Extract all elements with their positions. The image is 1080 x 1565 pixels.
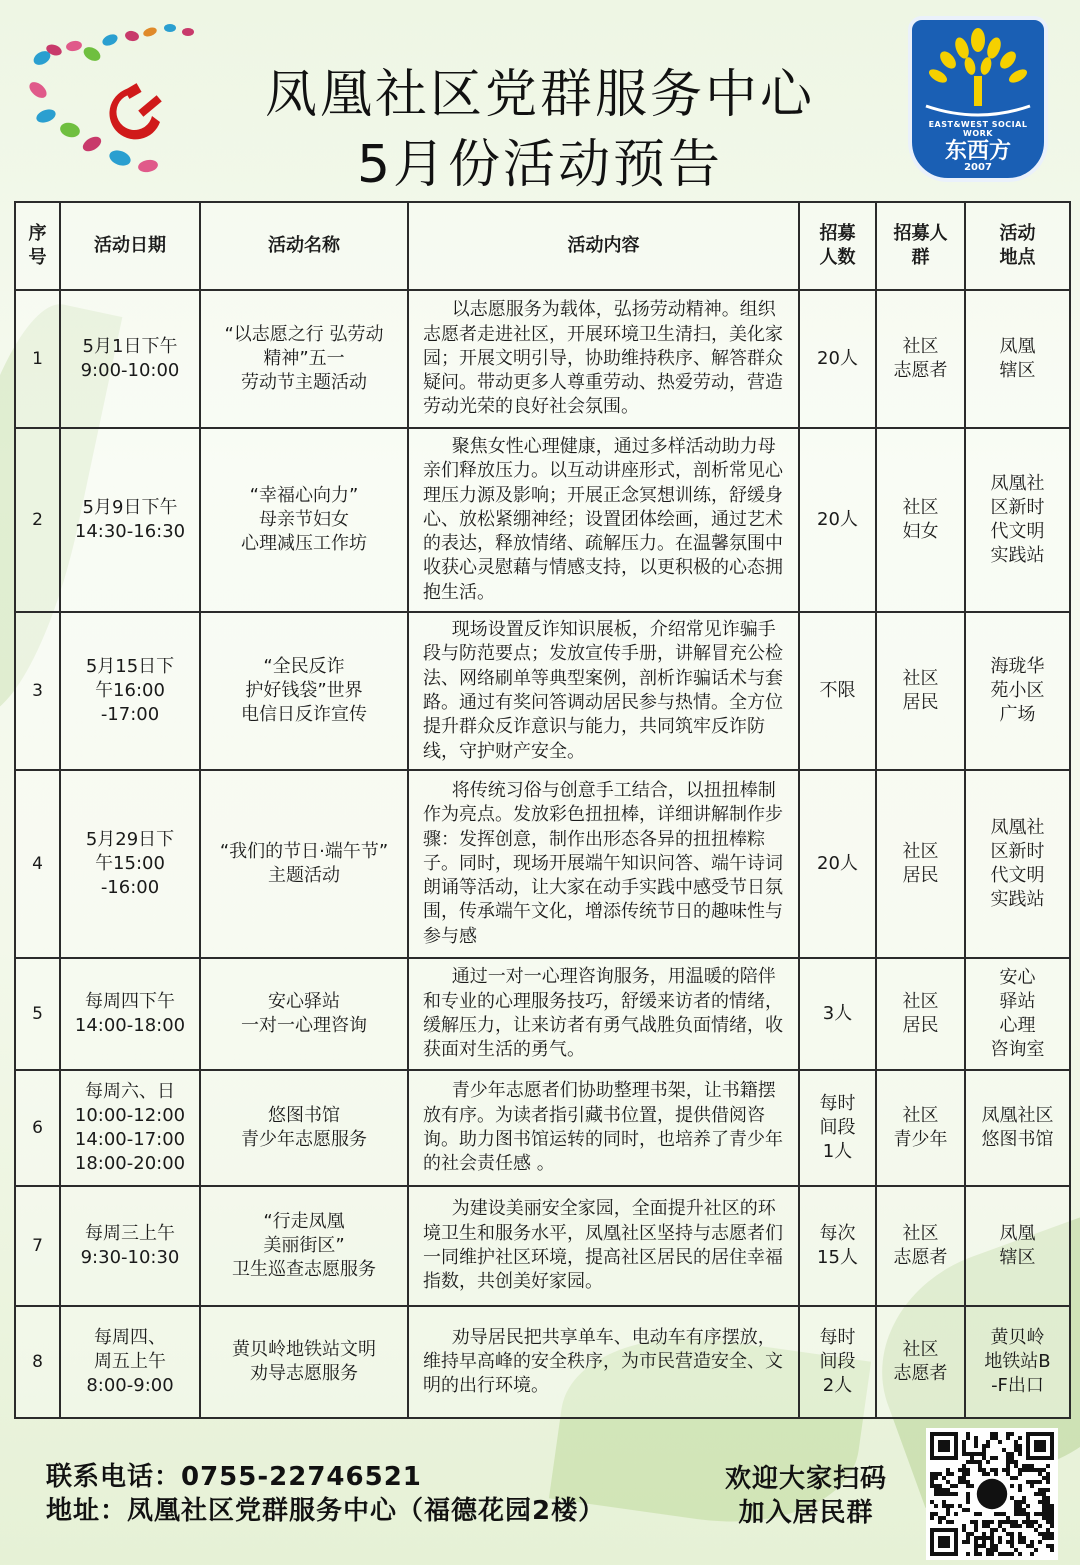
- header-content: 活动内容: [408, 202, 799, 290]
- row-no: 4: [15, 770, 60, 958]
- row-content: 青少年志愿者们协助整理书架，让书籍摆放有序。为读者指引藏书位置，提供借阅咨询。助力图书馆运转的同时，也培养了青少年的社会责任感 。: [408, 1070, 799, 1186]
- logo-year-text: 2007: [964, 162, 992, 173]
- header-name: 活动名称: [200, 202, 408, 290]
- table-row: [15, 1070, 1070, 1186]
- row-date: 每周六、日 10:00-12:00 14:00-17:00 18:00-20:00: [60, 1070, 200, 1186]
- row-count: 20人: [799, 770, 876, 958]
- row-crowd: 社区 志愿者: [876, 1186, 965, 1306]
- row-content: 劝导居民把共享单车、电动车有序摆放，维持早高峰的安全秩序，为市民营造安全、文明的出行环境。: [408, 1306, 799, 1418]
- table-row: [15, 290, 1070, 428]
- row-content: 为建设美丽安全家园，全面提升社区的环境卫生和服务水平，凤凰社区坚持与志愿者们一同维护社区环境，提高社区居民的居住幸福指数，共创美好家园。: [408, 1186, 799, 1306]
- row-date: 每周三上午 9:30-10:30: [60, 1186, 200, 1306]
- row-date: 5月1日下午 9:00-10:00: [60, 290, 200, 428]
- row-content: 通过一对一心理咨询服务，用温暖的陪伴和专业的心理服务技巧，舒缓来访者的情绪，缓解压力，让来访者有勇气战胜负面情绪，收获面对生活的勇气。: [408, 958, 799, 1070]
- table-row: [15, 428, 1070, 612]
- party-emblem-butterflies-decoration: [10, 10, 220, 180]
- row-crowd: 社区 居民: [876, 770, 965, 958]
- row-no: 5: [15, 958, 60, 1070]
- table-row: [15, 1186, 1070, 1306]
- row-crowd: 社区 志愿者: [876, 1306, 965, 1418]
- header-crowd-label: 招募人群: [893, 223, 948, 268]
- row-place: 安心 驿站 心理 咨询室: [965, 958, 1070, 1070]
- contact-address: 地址：凤凰社区党群服务中心（福德花园2楼）: [46, 1496, 606, 1526]
- row-name: 黄贝岭地铁站文明 劝导志愿服务: [200, 1306, 408, 1418]
- row-count: 每时 间段 2人: [799, 1306, 876, 1418]
- row-count: 每时 间段 1人: [799, 1070, 876, 1186]
- logo-name-text: 东西方: [944, 138, 1011, 164]
- header-crowd: [876, 202, 965, 290]
- row-content: 以志愿服务为载体，弘扬劳动精神。组织志愿者走进社区，开展环境卫生清扫，美化家园；开展文明引导，协助维持秩序、解答群众疑问。带动更多人尊重劳动、热爱劳动，营造劳动光荣的良好社会氛围。: [408, 290, 799, 428]
- row-name: “以志愿之行 弘劳动 精神”五一 劳动节主题活动: [200, 290, 408, 428]
- row-place: 凤凰社 区新时 代文明 实践站: [965, 428, 1070, 612]
- row-date: 5月15日下 午16:00 -17:00: [60, 612, 200, 770]
- page-subtitle: 5月份活动预告: [356, 135, 724, 195]
- table-header-row: [15, 202, 1070, 290]
- row-count: 3人: [799, 958, 876, 1070]
- activity-schedule-table: [14, 201, 1071, 1419]
- row-crowd: 社区 居民: [876, 612, 965, 770]
- row-content: 现场设置反诈知识展板，介绍常见诈骗手段与防范要点；发放宣传手册，讲解冒充公检法、网络刷单等典型案例，剖析诈骗话术与套路。通过有奖问答调动居民参与热情。全方位提升群众反诈意识与能力，共同筑牢反诈防线，守护财产安全。: [408, 612, 799, 770]
- row-place: 凤凰社区 悠图书馆: [965, 1070, 1070, 1186]
- row-count: 20人: [799, 428, 876, 612]
- header-no: [15, 202, 60, 290]
- page-title: 凤凰社区党群服务中心: [264, 65, 815, 125]
- party-emblem-icon: [109, 83, 161, 139]
- row-name: “我们的节日·端午节” 主题活动: [200, 770, 408, 958]
- row-count: 每次 15人: [799, 1186, 876, 1306]
- tree-icon: [912, 20, 1044, 120]
- butterfly-icon: [26, 24, 194, 174]
- row-place: 凤凰社 区新时 代文明 实践站: [965, 770, 1070, 958]
- table-row: [15, 958, 1070, 1070]
- row-place: 黄贝岭 地铁站B -F出口: [965, 1306, 1070, 1418]
- header-count-label: 招募人数: [819, 223, 856, 268]
- qr-code-icon: [930, 1432, 1054, 1556]
- row-no: 1: [15, 290, 60, 428]
- row-name: “幸福心向力” 母亲节妇女 心理减压工作坊: [200, 428, 408, 612]
- row-date: 5月9日下午 14:30-16:30: [60, 428, 200, 612]
- row-name: “全民反诈 护好钱袋”世界 电信日反诈宣传: [200, 612, 408, 770]
- table-row: [15, 612, 1070, 770]
- row-crowd: 社区 志愿者: [876, 290, 965, 428]
- row-crowd: 社区 居民: [876, 958, 965, 1070]
- row-place: 凤凰 辖区: [965, 1186, 1070, 1306]
- row-name: “行走凤凰 美丽街区” 卫生巡查志愿服务: [200, 1186, 408, 1306]
- wechat-group-qr-code[interactable]: [926, 1428, 1058, 1560]
- row-crowd: 社区 青少年: [876, 1070, 965, 1186]
- row-date: 每周四、 周五上午 8:00-9:00: [60, 1306, 200, 1418]
- row-no: 8: [15, 1306, 60, 1418]
- table-row: [15, 1306, 1070, 1418]
- row-no: 3: [15, 612, 60, 770]
- row-count: 20人: [799, 290, 876, 428]
- header-count: [799, 202, 876, 290]
- scan-prompt-line1: 欢迎大家扫码: [724, 1464, 887, 1494]
- row-name: 安心驿站 一对一心理咨询: [200, 958, 408, 1070]
- row-name: 悠图书馆 青少年志愿服务: [200, 1070, 408, 1186]
- row-content: 聚焦女性心理健康，通过多样活动助力母亲们释放压力。以互动讲座形式，剖析常见心理压力源及影响；开展正念冥想训练，舒缓身心、放松紧绷神经；设置团体绘画，通过艺术的表达，释放情绪、疏解压力。在温馨氛围中收获心灵慰藉与情感支持，以更积极的心态拥抱生活。: [408, 428, 799, 612]
- org-logo: [908, 16, 1048, 182]
- row-count: 不限: [799, 612, 876, 770]
- header: [0, 0, 1080, 200]
- row-no: 2: [15, 428, 60, 612]
- row-no: 6: [15, 1070, 60, 1186]
- row-date: 每周四下午 14:00-18:00: [60, 958, 200, 1070]
- header-no-label: 序号: [28, 223, 47, 268]
- row-crowd: 社区 妇女: [876, 428, 965, 612]
- row-date: 5月29日下 午15:00 -16:00: [60, 770, 200, 958]
- contact-phone: 联系电话：0755-22746521: [46, 1462, 422, 1492]
- row-place: 海珑华 苑小区 广场: [965, 612, 1070, 770]
- header-place-label: 活动地点: [999, 223, 1036, 268]
- row-place: 凤凰 辖区: [965, 290, 1070, 428]
- header-date: 活动日期: [60, 202, 200, 290]
- footer: [0, 1420, 1080, 1565]
- table-row: [15, 770, 1070, 958]
- scan-prompt-line2: 加入居民群: [738, 1498, 874, 1528]
- row-content: 将传统习俗与创意手工结合，以扭扭棒制作为亮点。发放彩色扭扭棒，详细讲解制作步骤：发挥创意，制作出形态各异的扭扭棒粽子。同时，现场开展端午知识问答、端午诗词朗诵等活动，让大家在动手实践中感受节日氛围，传承端午文化，增添传统节日的趣味性与参与感: [408, 770, 799, 958]
- header-place: [965, 202, 1070, 290]
- logo-org-text: EAST&WEST SOCIAL WORK: [928, 120, 1028, 138]
- row-no: 7: [15, 1186, 60, 1306]
